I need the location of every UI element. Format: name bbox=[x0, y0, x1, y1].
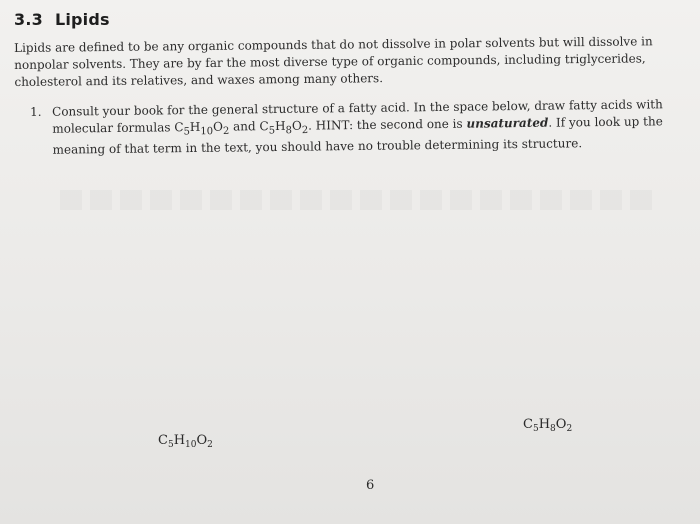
emphasis-unsaturated: unsaturated bbox=[466, 115, 549, 131]
intro-paragraph: Lipids are defined to be any organic compounds that do not dissolve in polar solvents but will dissolve in nonpolar solvents. They are by far the most diverse type of organic compounds, including triglycerides, cholesterol and its relatives, and waxes among many others. bbox=[14, 34, 653, 89]
bleed-through-shadow bbox=[60, 190, 660, 210]
question-text: Consult your book for the general structure of a fatty acid. In the space below, draw fatty acids with molecular formulas $C_5H_{10}O_2$ and $C_5H_8O_2$. HINT: the second one is unsaturated. If you look up the meaning of that term in the text, you should have no trouble determining its structure. bbox=[52, 97, 663, 158]
formula-saturated: $C_5H_{10}O_2$ bbox=[174, 119, 230, 138]
formula-unsaturated: $C_5H_8O_2$ bbox=[259, 118, 309, 137]
label-c5h10o2: $C_5H_{10}O_2$ bbox=[158, 433, 213, 450]
section-number: 3.3 bbox=[14, 10, 43, 29]
section-title: Lipids bbox=[54, 10, 110, 29]
question-1 bbox=[30, 96, 676, 159]
label-c5h8o2: $C_5H_8O_2$ bbox=[523, 417, 573, 434]
section-heading bbox=[14, 10, 110, 29]
page-number: 6 bbox=[366, 478, 375, 493]
question-number: 1. bbox=[30, 104, 42, 119]
